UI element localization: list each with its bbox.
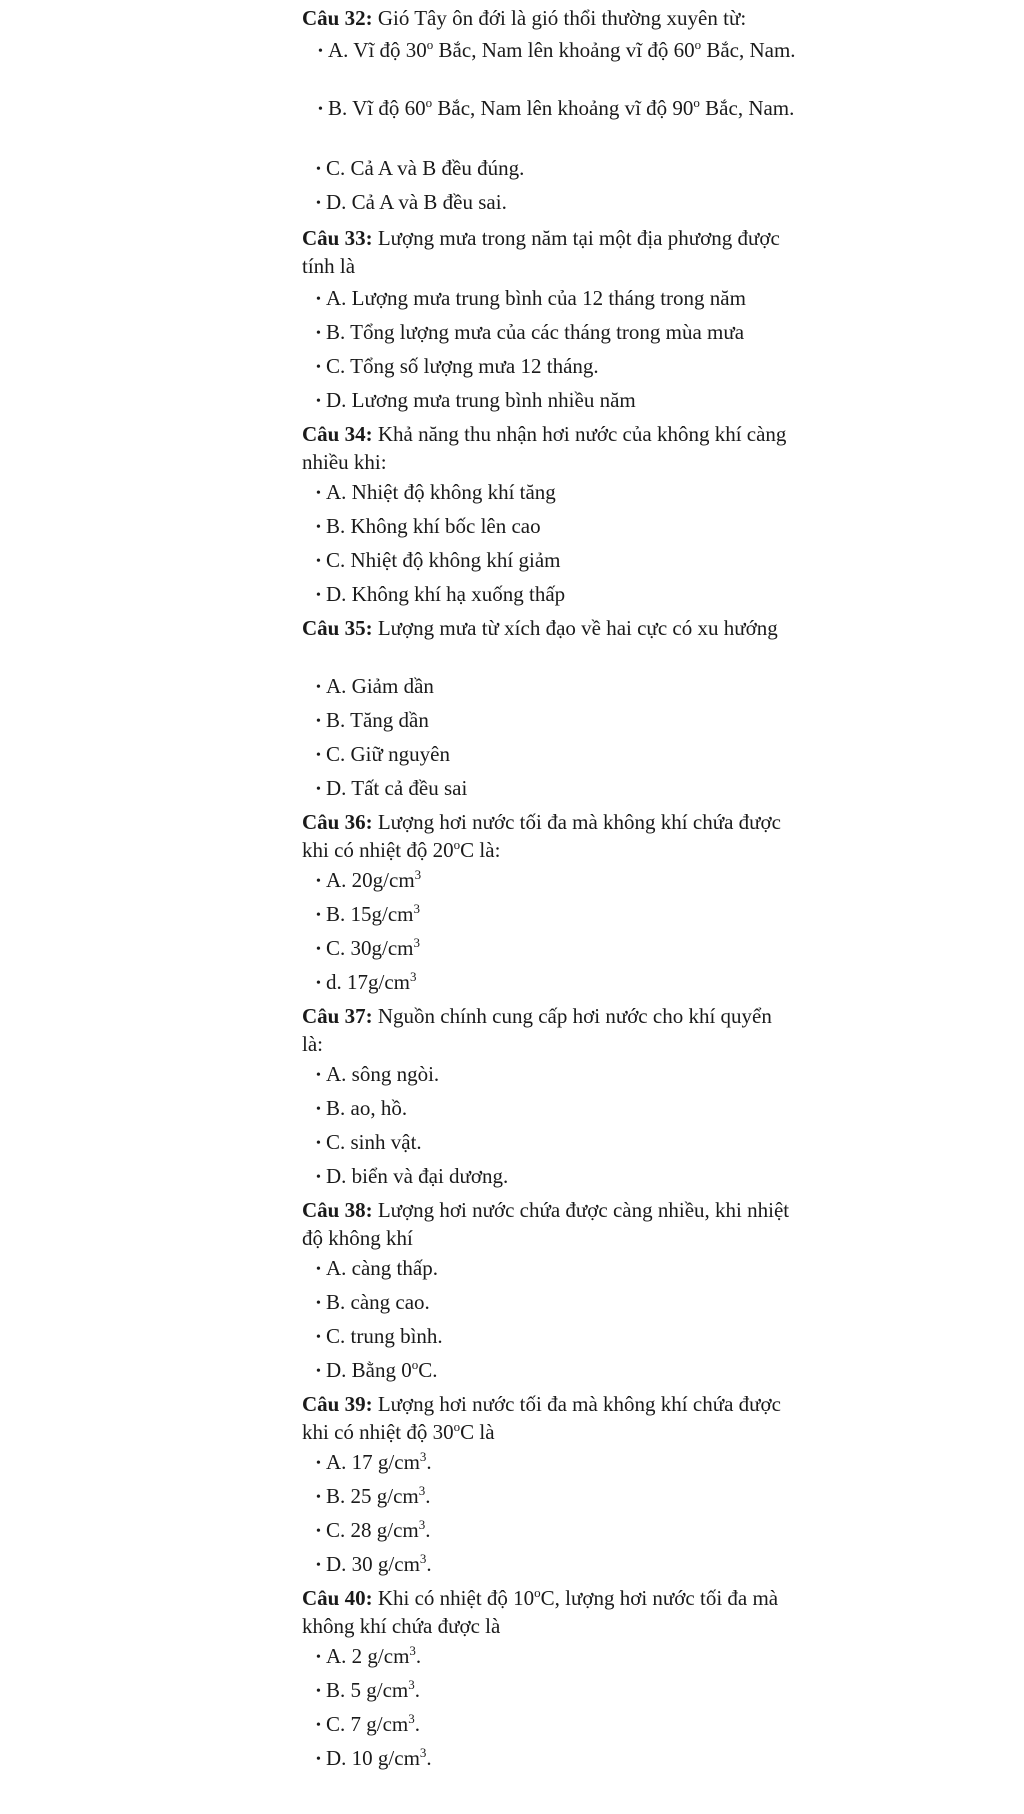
option-c: • C. trung bình. bbox=[316, 1324, 443, 1348]
question-stem bbox=[302, 614, 782, 642]
option-d: • D. 10 $g/cm^3$. bbox=[316, 1745, 432, 1770]
option-a: • A. Giảm dần bbox=[316, 674, 434, 698]
option-a: • A. Vĩ độ 30$^o$ Bắc, Nam lên khoảng vĩ độ 60$^o$ Bắc, Nam. bbox=[318, 37, 796, 62]
question-number: Câu 35: bbox=[302, 616, 373, 640]
option-b: • B. Không khí bốc lên cao bbox=[316, 514, 541, 538]
option-a: • A. 2 $g/cm^3$. bbox=[316, 1643, 422, 1668]
option-b: • B. 5 $g/cm^3$. bbox=[316, 1677, 420, 1702]
question-stem: Câu 39: Lượng hơi nước tối đa mà không khí chứa được khi có nhiệt độ 30$^o$C là bbox=[302, 1392, 781, 1444]
option-d: • d. $17g/cm^3$ bbox=[316, 969, 417, 994]
option-b: • B. càng cao. bbox=[316, 1290, 430, 1314]
option-c: • C. Cả A và B đều đúng. bbox=[316, 156, 525, 180]
option-a: • A. Lượng mưa trung bình của 12 tháng trong năm bbox=[316, 286, 746, 310]
option-a: • A. $20g/cm^3$ bbox=[316, 867, 422, 892]
question-text: Lượng mưa trong năm tại một địa phương được tính là bbox=[302, 226, 780, 278]
question-stem: Câu 40: Khi có nhiệt độ 10$^o$C, lượng hơi nước tối đa mà không khí chứa được là bbox=[302, 1585, 779, 1638]
option-b: • B. $15g/cm^3$ bbox=[316, 901, 420, 926]
question-stem bbox=[302, 4, 862, 32]
option-c: • C. Giữ nguyên bbox=[316, 742, 450, 766]
option-d: • D. Tất cả đều sai bbox=[316, 776, 468, 800]
option-b: • B. Tổng lượng mưa của các tháng trong mùa mưa bbox=[316, 320, 745, 344]
question-stem bbox=[302, 420, 802, 476]
question-number: Câu 36: bbox=[302, 810, 373, 834]
question-number: Câu 32: bbox=[302, 6, 373, 30]
option-d: • D. Cả A và B đều sai. bbox=[316, 190, 507, 214]
option-b: • B. Tăng dần bbox=[316, 708, 429, 732]
option-b: • B. Vĩ độ 60$^o$ Bắc, Nam lên khoảng vĩ độ 90$^o$ Bắc, Nam. bbox=[318, 95, 795, 120]
option-a: • A. 17 $g/cm^3$. bbox=[316, 1449, 432, 1474]
question-text: Gió Tây ôn đới là gió thổi thường xuyên từ: bbox=[372, 6, 747, 30]
question-text: Khả năng thu nhận hơi nước của không khí càng nhiều khi: bbox=[302, 422, 787, 474]
question-stem bbox=[302, 224, 802, 280]
option-a: • A. Nhiệt độ không khí tăng bbox=[316, 480, 556, 504]
question-number: Câu 39: bbox=[302, 1392, 373, 1416]
question-text: Lượng mưa từ xích đạo về hai cực có xu hướng bbox=[372, 616, 778, 640]
option-a: • A. càng thấp. bbox=[316, 1256, 438, 1280]
question-number: Câu 38: bbox=[302, 1198, 373, 1222]
question-number: Câu 37: bbox=[302, 1004, 373, 1028]
option-b: • B. 25 $g/cm^3$. bbox=[316, 1483, 431, 1508]
question-text: Nguồn chính cung cấp hơi nước cho khí quyển là: bbox=[302, 1004, 772, 1056]
question-text: Khi có nhiệt độ 10 bbox=[372, 1586, 535, 1610]
option-c: • C. 28 $g/cm^3$. bbox=[316, 1517, 431, 1542]
option-c: • C. Nhiệt độ không khí giảm bbox=[316, 548, 561, 572]
option-c: • C. $30g/cm^3$ bbox=[316, 935, 420, 960]
option-a: • A. sông ngòi. bbox=[316, 1062, 440, 1086]
question-number: Câu 34: bbox=[302, 422, 373, 446]
question-stem: Câu 36: Lượng hơi nước tối đa mà không khí chứa được khi có nhiệt độ 20$^o$C là: bbox=[302, 810, 781, 862]
question-text: Lượng hơi nước tối đa mà không khí chứa được khi có nhiệt độ 20 bbox=[302, 810, 781, 862]
question-text: Lượng hơi nước chứa được càng nhiều, khi nhiệt độ không khí bbox=[302, 1198, 790, 1250]
question-stem bbox=[302, 1002, 792, 1058]
option-d: • D. 30 $g/cm^3$. bbox=[316, 1551, 432, 1576]
option-c: • C. 7 $g/cm^3$. bbox=[316, 1711, 420, 1736]
option-c: • C. sinh vật. bbox=[316, 1130, 422, 1154]
option-c: • C. Tổng số lượng mưa 12 tháng. bbox=[316, 354, 599, 378]
option-b: • B. ao, hồ. bbox=[316, 1096, 408, 1120]
question-text: Lượng hơi nước tối đa mà không khí chứa được khi có nhiệt độ 30 bbox=[302, 1392, 781, 1444]
option-d: • D. Bằng 0$^o$C. bbox=[316, 1357, 438, 1382]
question-number: Câu 40: bbox=[302, 1586, 373, 1610]
question-number: Câu 33: bbox=[302, 226, 373, 250]
option-d: • D. Lương mưa trung bình nhiều năm bbox=[316, 388, 636, 412]
question-stem bbox=[302, 1196, 802, 1252]
option-d: • D. biển và đại dương. bbox=[316, 1164, 509, 1188]
option-d: • D. Không khí hạ xuống thấp bbox=[316, 582, 566, 606]
